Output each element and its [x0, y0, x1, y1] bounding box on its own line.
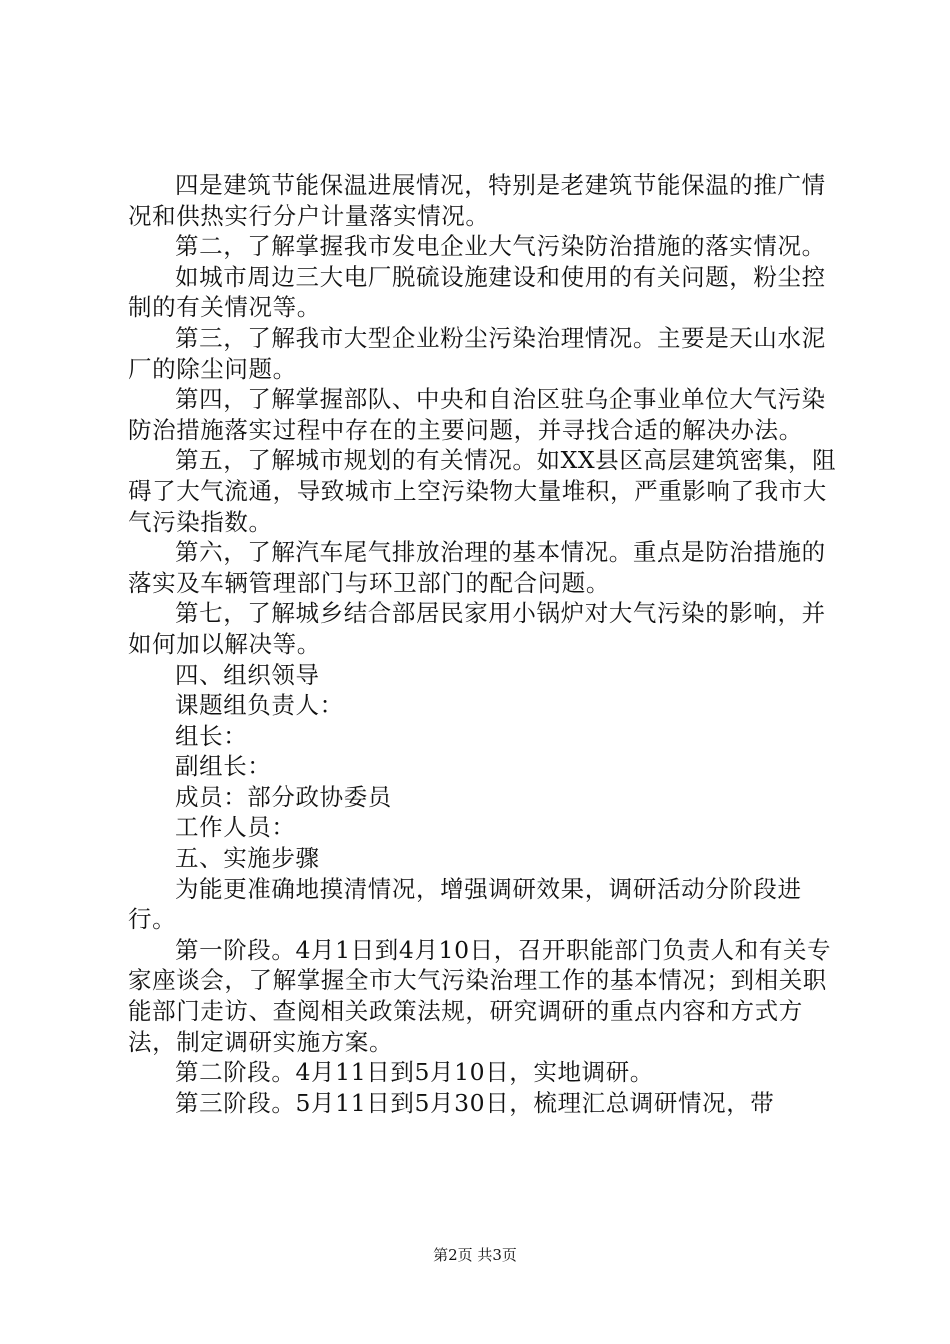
paragraph: 第三，了解我市大型企业粉尘污染治理情况。主要是天山水泥厂的除尘问题。	[128, 323, 826, 383]
paragraph: 为能更准确地摸清情况，增强调研效果，调研活动分阶段进行。	[128, 874, 802, 934]
paragraph: 第六，了解汽车尾气排放治理的基本情况。重点是防治措施的落实及车辆管理部门与环卫部门的配合问题。	[128, 538, 826, 597]
paragraph: 成员：部分政协委员	[175, 782, 392, 811]
paragraph: 四是建筑节能保温进展情况，特别是老建筑节能保温的推广情况和供热实行分户计量落实情况。	[128, 171, 826, 230]
section-heading: 五、实施步骤	[175, 844, 320, 873]
paragraph: 第二，了解掌握我市发电企业大气污染防治措施的落实情况。	[175, 232, 826, 261]
paragraph: 如城市周边三大电厂脱硫设施建设和使用的有关问题，粉尘控制的有关情况等。	[128, 262, 826, 322]
document-body	[128, 170, 838, 1118]
paragraph: 第七，了解城乡结合部居民家用小锅炉对大气污染的影响，并如何加以解决等。	[128, 599, 826, 658]
paragraph: 副组长：	[175, 752, 272, 781]
paragraph: 第一阶段。4月1日到4月10日，召开职能部门负责人和有关专家座谈会，了解掌握全市大气污染治理工作的基本情况；到相关职能部门走访、查阅相关政策法规，研究调研的重点内容和方式方法，制定调研实施方案。	[128, 935, 832, 1056]
page-footer	[0, 1244, 950, 1265]
paragraph: 课题组负责人：	[175, 691, 344, 720]
paragraph: 第三阶段。5月11日到5月30日，梳理汇总调研情况，带	[175, 1088, 775, 1117]
paragraph: 组长：	[175, 721, 248, 750]
paragraph: 工作人员：	[175, 813, 296, 842]
paragraph: 第四，了解掌握部队、中央和自治区驻乌企事业单位大气污染防治措施落实过程中存在的主要问题，并寻找合适的解决办法。	[128, 385, 826, 444]
paragraph: 第二阶段。4月11日到5月10日，实地调研。	[175, 1058, 654, 1087]
paragraph: 第五，了解城市规划的有关情况。如XX县区高层建筑密集，阻碍了大气流通，导致城市上空污染物大量堆积，严重影响了我市大气污染指数。	[128, 446, 837, 536]
page-number: 第2页 共3页	[433, 1246, 517, 1264]
section-heading: 四、组织领导	[175, 660, 320, 689]
